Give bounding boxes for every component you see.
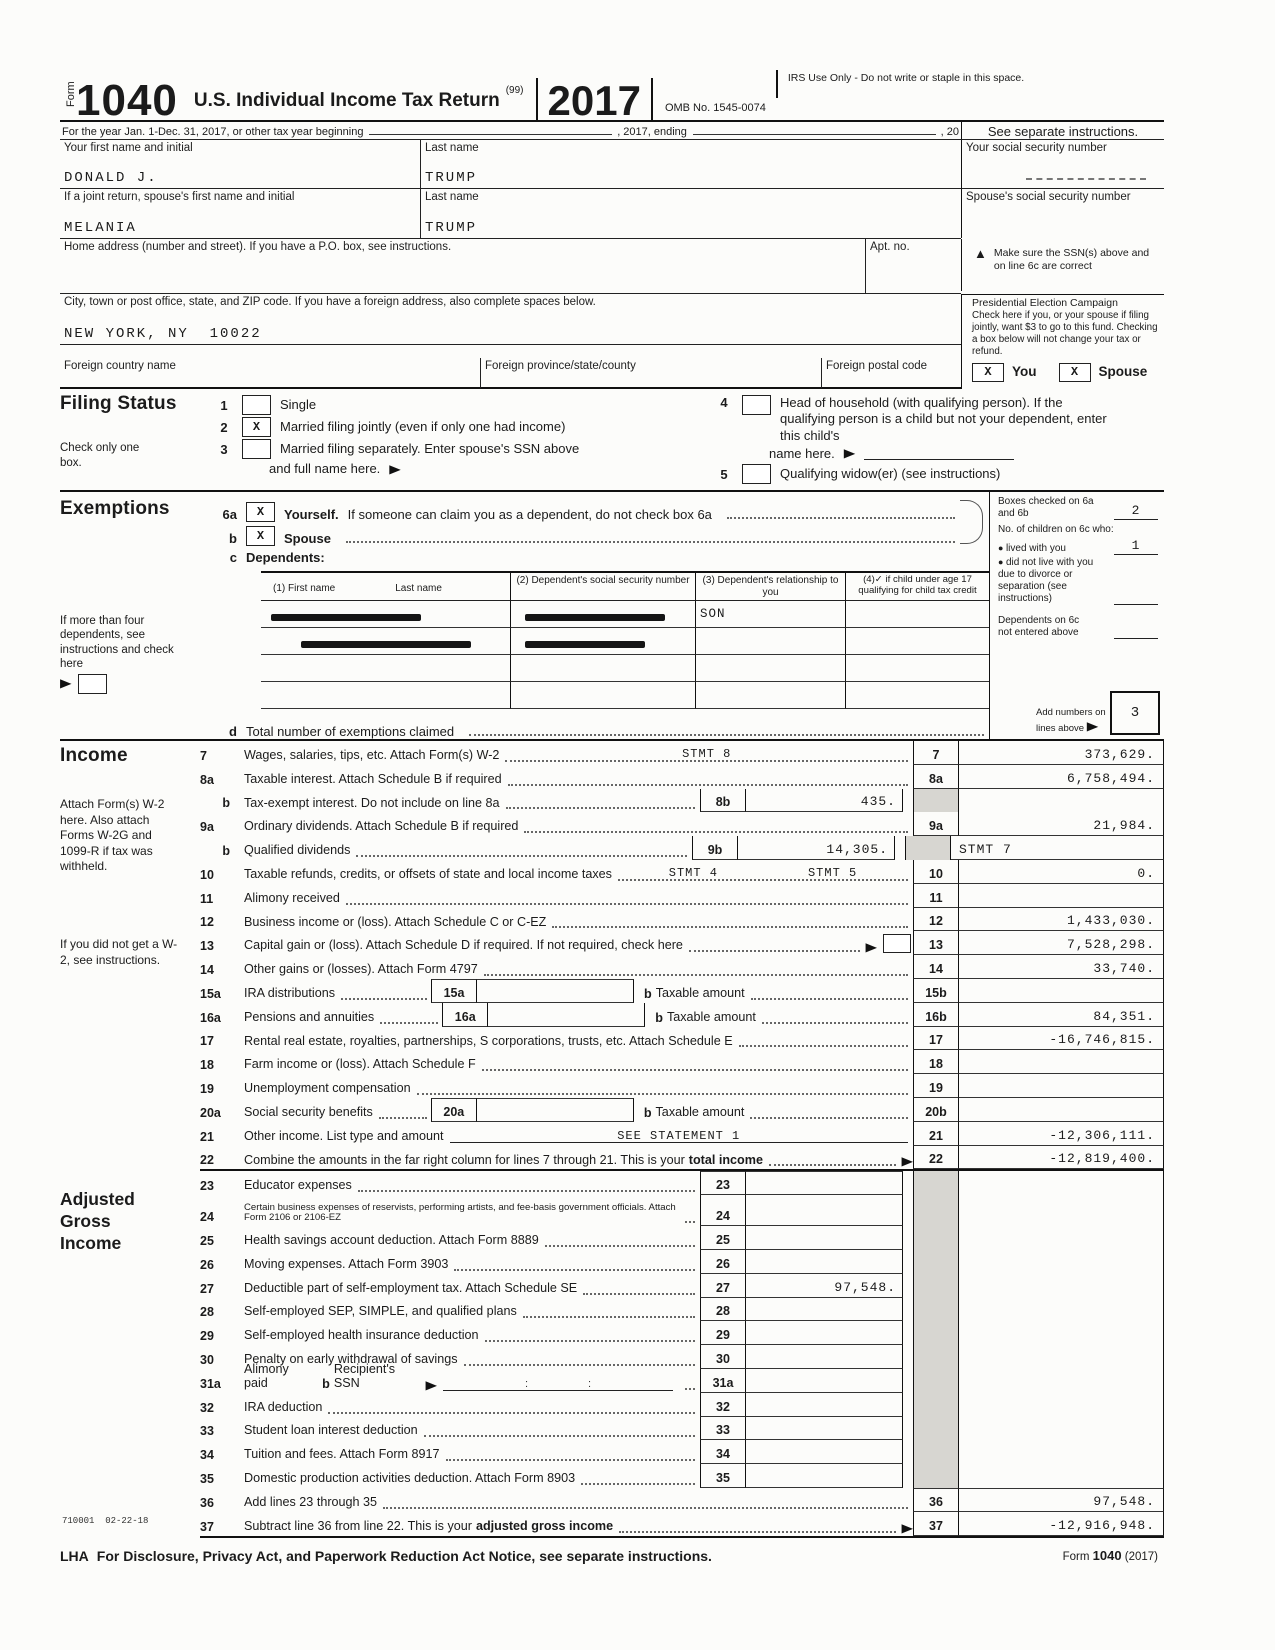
amount-line-16b[interactable]: 84,351.: [959, 1003, 1164, 1027]
campaign-title: Presidential Election Campaign: [972, 297, 1118, 309]
shaded-cell: [913, 1369, 959, 1393]
dep-row1-relationship[interactable]: [696, 601, 846, 628]
redaction-bar: [525, 614, 665, 621]
agi-row-32: 32 IRA deduction 32: [200, 1393, 1164, 1417]
dotted-leader: [545, 1245, 695, 1247]
pensions-box[interactable]: [488, 1003, 645, 1027]
income-row-12: 12 Business income or (loss). Attach Schedule C or C-EZ 12 1,433,030.: [200, 908, 1164, 932]
campaign-you-label: You: [1012, 363, 1037, 379]
income-row-16: 16a Pensions and annuities 16a b Taxable amount 16b 84,351.: [200, 1003, 1164, 1027]
income-row-14: 14 Other gains or (losses). Attach Form 4797 14 33,740.: [200, 955, 1164, 979]
agi-row-27: 27 Deductible part of self-employment tax. Attach Schedule SE 27 97,548.: [200, 1274, 1164, 1298]
filing-status-4-line2: name here. ▶: [769, 446, 1164, 462]
arrow-icon: ▶: [901, 1521, 913, 1535]
dotted-leader: [685, 1221, 695, 1223]
filing-status-section: [60, 389, 1164, 492]
arrow-icon: ▶: [60, 676, 72, 691]
write-in-line[interactable]: [450, 1129, 908, 1143]
income-row-8b: b Tax-exempt interest. Do not include on line 8a 8b 435.: [200, 789, 1164, 813]
agi-row-28: 28 Self-employed SEP, SIMPLE, and qualified plans 28: [200, 1298, 1164, 1322]
agi-row-26: 26 Moving expenses. Attach Form 3903 26: [200, 1250, 1164, 1274]
amount-line-25[interactable]: [746, 1226, 903, 1250]
amount-line-37[interactable]: -12,916,948.: [959, 1512, 1164, 1536]
did-not-live-label: did not live with you due to divorce or separation (see instructions): [998, 556, 1094, 604]
amount-line-28[interactable]: [746, 1298, 903, 1322]
shaded-cell: [913, 1250, 959, 1274]
spouse-first-name-field[interactable]: If a joint return, spouse's first name and initial MELANIA: [60, 189, 420, 239]
amount-line-10[interactable]: 0.: [959, 860, 1164, 884]
dotted-leader: [750, 1117, 908, 1119]
shaded-cell: [913, 789, 959, 813]
amount-line-23[interactable]: [746, 1171, 903, 1195]
dotted-leader: [769, 1164, 896, 1166]
first-name-value: DONALD J.: [64, 170, 158, 186]
income-row-20: 20a Social security benefits 20a b Taxable amount 20b: [200, 1098, 1164, 1122]
boxes-checked-label: Boxes checked on 6a and 6b: [998, 496, 1094, 519]
shaded-cell: [905, 836, 951, 860]
exemptions-section: Exemptions If more than four dependents, see instructions and check here ▶ 6a X Yourself. If someone can claim you as a dependent, do not check box 6a b X Spouse c Dependents: (1) First name Last name (2) Dependent's social security number (3) Dependent's relationship to you (4)✓ if child under age 17 qualifying for child tax credit SON d Total number of exemptions claimed Boxes checked on 6a and 6b 2 No. of children on 6c who: ● lived with you 1 ● did not live with you due to divorce or separation (see instructions) Dependents on 6c not entered above Add numbers on lines above ▶ 3: [60, 492, 1164, 741]
income-row-11: 11 Alimony received 11: [200, 884, 1164, 908]
more-dependents-checkbox[interactable]: [78, 674, 107, 694]
form-title: U.S. Individual Income Tax Return: [193, 90, 500, 111]
dotted-leader: [482, 1069, 908, 1071]
shaded-cell: [913, 1393, 959, 1417]
redaction-bar: [271, 614, 421, 621]
amount-line-31a[interactable]: [746, 1369, 903, 1393]
income-section: [60, 741, 1164, 1171]
dotted-leader: [346, 541, 955, 543]
agi-section: [60, 1171, 1164, 1537]
arrow-icon: ▶: [901, 1155, 913, 1169]
more-than-four-note: If more than four dependents, see instructions and check here ▶: [60, 614, 180, 694]
boxes-checked-value[interactable]: 2: [1114, 503, 1158, 520]
exemption-6b: b X Spouse: [215, 522, 989, 546]
amount-line-30[interactable]: [746, 1345, 903, 1369]
not-entered-value[interactable]: [1114, 626, 1158, 639]
dep-row2-name[interactable]: [261, 628, 511, 655]
amount-line-24[interactable]: [746, 1195, 903, 1226]
dotted-leader: [464, 1364, 695, 1366]
dotted-leader: [523, 1316, 695, 1318]
income-row-15: 15a IRA distributions 15a b Taxable amount 15b: [200, 979, 1164, 1003]
dotted-leader: [356, 855, 687, 857]
amount-line-9b[interactable]: 14,305.: [738, 836, 895, 860]
agi-row-24: 24 Certain business expenses of reservists, performing artists, and fee-basis government officials. Attach Form 2106 or 2106-EZ 24: [200, 1195, 1164, 1226]
ssn-warning: ▲ Make sure the SSN(s) above and on line 6c are correct: [961, 239, 1164, 291]
filing-status-heading: Filing Status: [60, 393, 177, 414]
schedule-d-not-required-checkbox[interactable]: [883, 934, 911, 953]
taxpayer-identity-section: [60, 122, 1164, 389]
dep-row3-name[interactable]: [261, 655, 511, 682]
agi-row-29: 29 Self-employed health insurance deduction 29: [200, 1321, 1164, 1345]
dotted-leader: [619, 1531, 896, 1533]
omb-number: OMB No. 1545-0074: [664, 102, 766, 114]
bullet-icon: ●: [998, 542, 1006, 553]
children-label: No. of children on 6c who:: [998, 524, 1114, 535]
redaction-bar: [525, 641, 645, 648]
amount-line-33[interactable]: [746, 1417, 903, 1441]
dep-row4-credit[interactable]: [846, 682, 989, 709]
qualifying-widow-checkbox[interactable]: [742, 464, 771, 484]
amount-line-17[interactable]: -16,746,815.: [959, 1027, 1164, 1051]
dotted-leader: [380, 1022, 438, 1024]
lived-with-you-label: lived with you: [1005, 542, 1066, 554]
dotted-leader: [506, 807, 695, 809]
dependents-label: Dependents:: [246, 550, 325, 565]
disclosure-notice: For Disclosure, Privacy Act, and Paperwork Reduction Act Notice, see separate instructions.: [96, 1547, 712, 1564]
income-row-17: 17 Rental real estate, royalties, partnerships, S corporations, trusts, etc. Attach Schedule E 17 -16,746,815.: [200, 1027, 1164, 1051]
arrow-icon: ▶: [843, 447, 856, 461]
form-number: 1040: [76, 75, 178, 125]
dotted-leader: [346, 903, 908, 905]
dotted-leader: [446, 1459, 695, 1461]
dotted-leader: [581, 1483, 695, 1485]
shaded-cell: [913, 1274, 959, 1298]
dotted-leader: [358, 1190, 695, 1192]
city-state-zip-value: NEW YORK, NY 10022: [64, 326, 262, 342]
campaign-spouse-checkbox[interactable]: X: [1059, 363, 1091, 382]
campaign-you-checkbox[interactable]: X: [972, 363, 1004, 382]
amount-line-12[interactable]: 1,433,030.: [959, 908, 1164, 932]
social-security-box[interactable]: [477, 1098, 634, 1122]
see-instructions-note: See separate instructions.: [961, 122, 1164, 140]
amount-line-26[interactable]: [746, 1250, 903, 1274]
amount-line-8a[interactable]: 6,758,494.: [959, 765, 1164, 789]
dotted-leader: [618, 866, 908, 881]
amount-line-15b[interactable]: [959, 979, 1164, 1003]
amount-line-27[interactable]: 97,548.: [746, 1274, 903, 1298]
plate-code: 710001 02-22-18: [62, 1515, 149, 1526]
form-header: [60, 66, 1164, 125]
exemptions-heading: Exemptions: [60, 498, 170, 519]
attach-w2-note: Attach Form(s) W-2 here. Also attach Forms W-2G and 1099-R if tax was withheld.: [60, 797, 165, 874]
agi-row-30: 30 Penalty on early withdrawal of savings 30: [200, 1345, 1164, 1369]
foreign-postal-field[interactable]: Foreign postal code: [821, 358, 961, 389]
home-address-field[interactable]: Home address (number and street). If you have a P.O. box, see instructions.: [60, 239, 865, 294]
first-name-field[interactable]: Your first name and initial DONALD J.: [60, 140, 420, 189]
filing-status-1: 1 Single: [215, 395, 715, 415]
dotted-leader: [383, 1507, 908, 1509]
income-row-7: 7 Wages, salaries, tips, etc. Attach Form(s) W-2 STMT 8 7 373,629.: [200, 741, 1164, 765]
dep-row2-credit[interactable]: [846, 628, 989, 655]
married-joint-checkbox[interactable]: X: [242, 417, 271, 437]
stmt-7-note: STMT 7: [951, 836, 1164, 860]
income-row-19: 19 Unemployment compensation 19: [200, 1074, 1164, 1098]
dotted-leader: [424, 1435, 695, 1437]
form-number-footer: Form 1040 (2017): [1062, 1547, 1158, 1563]
add-numbers-label: Add numbers on lines above ▶: [1036, 707, 1106, 735]
dotted-leader: [469, 734, 984, 736]
dotted-leader: [341, 998, 427, 1000]
stmt-ref: STMT 8: [682, 746, 732, 761]
shaded-cell: [913, 1440, 959, 1464]
income-heading: Income: [60, 745, 128, 766]
tax-year-line: For the year Jan. 1-Dec. 31, 2017, or other tax year beginning , 2017, ending , 20: [60, 122, 961, 140]
dotted-leader: [524, 831, 908, 833]
amount-line-34[interactable]: [746, 1440, 903, 1464]
did-not-live-value[interactable]: [1114, 592, 1158, 605]
address-row: [60, 239, 961, 294]
income-row-13: 13 Capital gain or (loss). Attach Schedule D if required. If not required, check here ▶ 13 7,528,298.: [200, 931, 1164, 955]
shaded-cell: [913, 1195, 959, 1226]
amount-line-21[interactable]: -12,306,111.: [959, 1122, 1164, 1146]
form-code99: (99): [505, 85, 524, 96]
filing-status-3-line2: and full name here. ▶: [269, 461, 401, 476]
agi-row-33: 33 Student loan interest deduction 33: [200, 1417, 1164, 1441]
shaded-cell: [913, 1321, 959, 1345]
exemption-6d: d Total number of exemptions claimed: [215, 709, 989, 739]
lived-with-you-value[interactable]: 1: [1114, 538, 1158, 555]
amount-line-13[interactable]: 7,528,298.: [959, 931, 1164, 955]
foreign-province-field[interactable]: Foreign province/state/county: [480, 358, 821, 389]
dep-col-child-credit: (4)✓ if child under age 17 qualifying for child tax credit: [846, 573, 989, 601]
dep-row2-ssn[interactable]: [511, 628, 696, 655]
agi-heading: Adjusted Gross Income: [60, 1189, 135, 1254]
dep-row4-ssn[interactable]: [511, 682, 696, 709]
dotted-leader: [484, 974, 908, 976]
dep-col-relationship: (3) Dependent's relationship to you: [696, 573, 846, 601]
spouse-last-name-value: TRUMP: [425, 220, 478, 236]
dep-row4-relationship[interactable]: [696, 682, 846, 709]
campaign-spouse-label: Spouse: [1098, 363, 1148, 379]
year-end-field[interactable]: [693, 134, 936, 135]
income-row-21: 21 Other income. List type and amount SEE STATEMENT 1 21 -12,306,111.: [200, 1122, 1164, 1146]
year-begin-field[interactable]: [369, 134, 612, 135]
dep-relationship-value: SON: [700, 607, 726, 621]
spouse-last-name-field[interactable]: Last name TRUMP: [420, 189, 961, 239]
amount-line-22[interactable]: -12,819,400.: [959, 1146, 1164, 1170]
agi-row-23: 23 Educator expenses 23: [200, 1171, 1164, 1195]
dotted-leader: [485, 1340, 695, 1342]
filing-status-4: 4 Head of household (with qualifying person). If the qualifying person is a child but not your dependent, enter this child's: [720, 395, 1107, 443]
amount-line-36[interactable]: 97,548.: [959, 1488, 1164, 1512]
tax-year: 2017: [536, 78, 653, 120]
amount-line-18[interactable]: [959, 1050, 1164, 1074]
agi-row-31a: 31a Alimony paid b Recipient's SSN ▶ : : 31a: [200, 1369, 1164, 1393]
amount-line-9a[interactable]: 21,984.: [959, 812, 1164, 836]
married-separate-checkbox[interactable]: [242, 439, 271, 459]
dep-row3-relationship[interactable]: [696, 655, 846, 682]
income-row-18: 18 Farm income or (loss). Attach Schedule F 18: [200, 1050, 1164, 1074]
dotted-leader: [685, 1388, 695, 1390]
foreign-address-row: [60, 358, 961, 389]
exemptions-summary-panel: [989, 492, 1164, 739]
dotted-leader: [762, 1022, 908, 1024]
dotted-leader: [379, 1117, 427, 1119]
redaction-bar: [301, 641, 471, 648]
presidential-campaign-box: [961, 294, 1164, 389]
head-household-checkbox[interactable]: [742, 395, 771, 415]
see-statement-note: SEE STATEMENT 1: [617, 1128, 741, 1143]
income-row-10: 10 Taxable refunds, credits, or offsets of state and local income taxes STMT 4 STMT 5 10 0.: [200, 860, 1164, 884]
dep-row3-credit[interactable]: [846, 655, 989, 682]
shaded-cell: [913, 1171, 959, 1195]
page-footer: [60, 1548, 1164, 1564]
amount-line-20b[interactable]: [959, 1098, 1164, 1122]
spouse-checkbox[interactable]: X: [246, 526, 275, 546]
amount-line-32[interactable]: [746, 1393, 903, 1417]
dotted-leader: [751, 998, 908, 1000]
arrow-icon: ▶: [865, 940, 877, 955]
stmt-ref: STMT 5: [807, 865, 858, 880]
dep-col-ssn: (2) Dependent's social security number: [511, 573, 696, 601]
shaded-cell: [913, 1345, 959, 1369]
dep-row4-name[interactable]: [261, 682, 511, 709]
dotted-leader: [417, 1093, 908, 1095]
yourself-checkbox[interactable]: X: [246, 502, 275, 522]
arrow-icon: ▶: [389, 462, 401, 476]
foreign-country-field[interactable]: Foreign country name: [60, 358, 480, 389]
redacted-ssn: [1026, 178, 1146, 180]
lha-label: LHA: [60, 1547, 89, 1564]
agi-row-34: 34 Tuition and fees. Attach Form 8917 34: [200, 1440, 1164, 1464]
income-row-8a: 8a Taxable interest. Attach Schedule B if required 8a 6,758,494.: [200, 765, 1164, 789]
last-name-value: TRUMP: [425, 170, 478, 186]
arrow-icon: ▶: [425, 1378, 437, 1393]
bracket-shape: [960, 500, 983, 544]
dotted-leader: [508, 784, 908, 786]
dep-row1-credit[interactable]: [846, 601, 989, 628]
filing-status-3: 3 Married filing separately. Enter spouse's SSN above: [215, 439, 715, 459]
amount-line-35[interactable]: [746, 1464, 903, 1488]
apt-no-field[interactable]: Apt. no.: [865, 239, 961, 294]
dotted-leader: [739, 1045, 908, 1047]
income-row-22: 22 Combine the amounts in the far right column for lines 7 through 21. This is your total income ▶ 22 -12,819,400.: [200, 1146, 1164, 1172]
income-row-9a: 9a Ordinary dividends. Attach Schedule B if required 9a 21,984.: [200, 812, 1164, 836]
recipient-ssn-field[interactable]: : :: [443, 1378, 673, 1391]
filing-status-2: 2 X Married filing jointly (even if only one had income): [215, 417, 715, 437]
form-word: Form: [65, 81, 77, 107]
shaded-cell: [913, 1464, 959, 1488]
dep-row1-name[interactable]: [261, 601, 511, 628]
filing-status-note: Check only one box.: [60, 442, 140, 469]
dotted-leader: [505, 747, 908, 762]
amount-line-14[interactable]: 33,740.: [959, 955, 1164, 979]
dotted-leader: [583, 1293, 695, 1295]
dep-col-name: (1) First name Last name: [261, 573, 511, 601]
dotted-leader: [727, 517, 955, 519]
amount-line-29[interactable]: [746, 1321, 903, 1345]
shaded-cell: [913, 1417, 959, 1441]
city-state-zip-field[interactable]: City, town or post office, state, and ZIP code. If you have a foreign address, also complete spaces below. NEW YORK, NY 10022: [60, 294, 961, 345]
no-w2-note: If you did not get a W-2, see instructions.: [60, 937, 178, 967]
amount-line-19[interactable]: [959, 1074, 1164, 1098]
dotted-leader: [689, 950, 861, 952]
dotted-leader: [328, 1412, 695, 1414]
dep-row2-relationship[interactable]: [696, 628, 846, 655]
irs-use-only-note: IRS Use Only - Do not write or staple in this space.: [776, 70, 1024, 98]
agi-row-25: 25 Health savings account deduction. Attach Form 8889 25: [200, 1226, 1164, 1250]
single-checkbox[interactable]: [242, 395, 271, 415]
shaded-cell: [913, 1226, 959, 1250]
warning-triangle-icon: ▲: [974, 246, 987, 261]
exemption-6a: 6a X Yourself. If someone can claim you as a dependent, do not check box 6a: [215, 498, 989, 522]
dep-row1-ssn[interactable]: [511, 601, 696, 628]
dep-row3-ssn[interactable]: [511, 655, 696, 682]
amount-line-11[interactable]: [959, 884, 1164, 908]
arrow-icon: ▶: [1086, 719, 1099, 734]
dependents-table: [261, 571, 989, 709]
amount-line-8b[interactable]: 435.: [746, 789, 903, 813]
spouse-first-name-value: MELANIA: [64, 220, 137, 236]
filing-status-5: 5 Qualifying widow(er) (see instructions): [715, 464, 1164, 484]
bullet-icon: ●: [998, 556, 1006, 567]
child-name-field[interactable]: [864, 447, 1014, 460]
your-ssn-field[interactable]: Your social security number: [961, 140, 1164, 189]
dotted-leader: [454, 1269, 695, 1271]
not-entered-label: Dependents on 6c not entered above: [998, 614, 1080, 638]
income-row-9b: b Qualified dividends 9b 14,305. STMT 7: [200, 836, 1164, 860]
agi-row-35: 35 Domestic production activities deduction. Attach Form 8903 35: [200, 1464, 1164, 1488]
campaign-body: Check here if you, or your spouse if filing jointly, want $3 to go to this fund. Checking a box below will not change your tax or refund.: [972, 309, 1158, 357]
spouse-ssn-field[interactable]: Spouse's social security number: [961, 189, 1164, 238]
amount-line-7[interactable]: 373,629.: [959, 741, 1164, 765]
shaded-cell: [913, 1298, 959, 1322]
agi-row-37: 710001 02-22-18 37 Subtract line 36 from line 22. This is your adjusted gross income ▶ 37 -12,916,948.: [200, 1512, 1164, 1538]
stmt-ref: STMT 4: [668, 865, 718, 880]
last-name-field[interactable]: Last name TRUMP: [420, 140, 961, 189]
dotted-leader: [552, 926, 908, 928]
ira-distributions-box[interactable]: [477, 979, 634, 1003]
agi-row-36: 36 Add lines 23 through 35 36 97,548.: [200, 1488, 1164, 1512]
total-exemptions-box[interactable]: 3: [1110, 691, 1160, 735]
